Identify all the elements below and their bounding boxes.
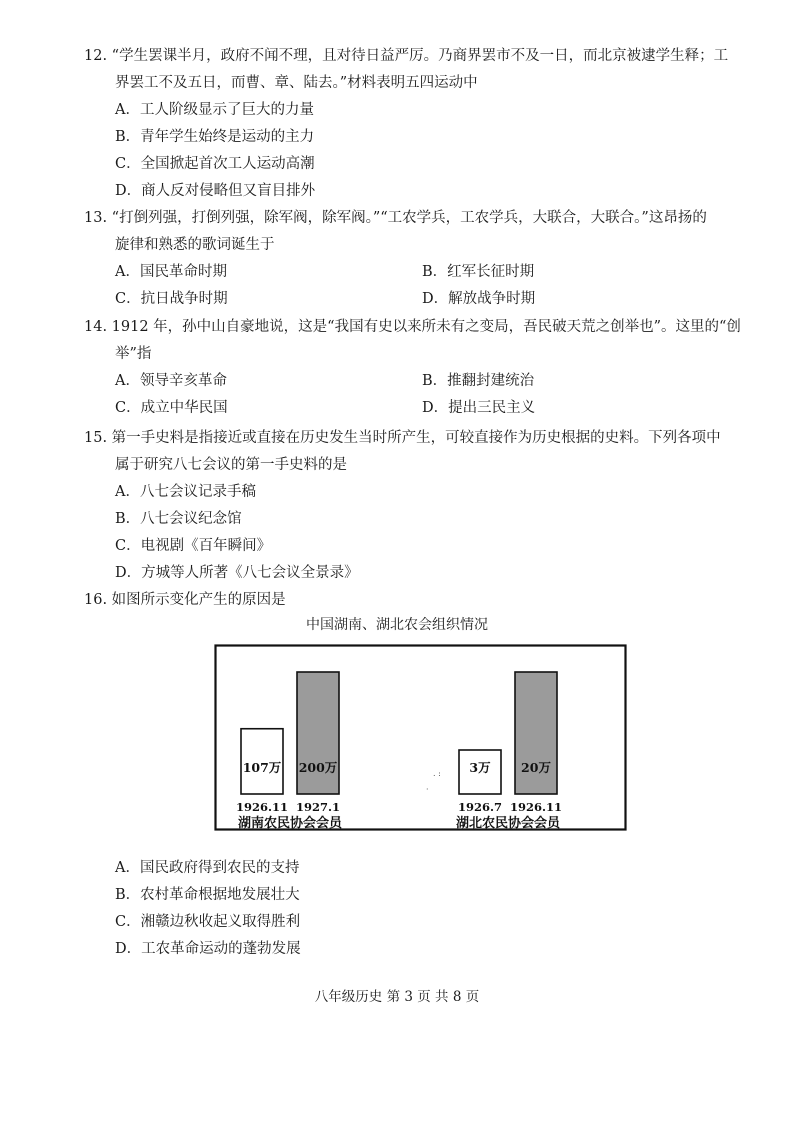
bar-value-label: 107万 [242,760,282,775]
question-15-option-c: C．电视剧《百年瞬间》 [115,538,272,554]
question-15-stem-line2: 属于研究八七会议的第一手史料的是 [115,457,347,473]
question-13-option-a: A．国民革命时期 [115,264,227,280]
scan-speckle-2: · [426,785,429,794]
group-label: 湖南农民协会会员 [237,816,343,831]
page-footer: 八年级历史 第 3 页 共 8 页 [314,989,480,1005]
bar-date-label: 1927.1 [295,800,341,814]
question-16-stem: 16. 如图所示变化产生的原因是 [84,592,286,608]
bar-date-label: 1926.11 [509,800,563,814]
bar-value-label: 200万 [298,760,338,775]
question-13-stem-line1: 13. “打倒列强，打倒列强，除军阀，除军阀。”“工农学兵，工农学兵，大联合，大联合。”这昂扬的 [84,210,707,226]
question-14-option-a: A．领导辛亥革命 [115,373,227,389]
bar-date-label: 1926.11 [235,800,289,814]
question-15-stem-line1: 15. 第一手史料是指接近或直接在历史发生当时所产生，可较直接作为历史根据的史料。下列各项中 [84,430,721,446]
question-14-option-d: D．提出三民主义 [422,400,536,416]
scan-speckle: . : [433,769,441,778]
question-12-option-c: C．全国掀起首次工人运动高潮 [115,156,315,172]
question-12-stem-line2: 界罢工不及五日，而曹、章、陆去。”材料表明五四运动中 [115,75,478,91]
bar-value-label: 20万 [521,760,551,775]
question-13-stem-line2: 旋律和熟悉的歌词诞生于 [115,237,275,253]
question-16-option-b: B．农村革命根据地发展壮大 [115,887,300,903]
question-13-option-c: C．抗日战争时期 [115,291,228,307]
bar [515,672,557,794]
question-13-option-b: B．红军长征时期 [422,264,535,280]
question-14-option-c: C．成立中华民国 [115,400,228,416]
chart-title: 中国湖南、湖北农会组织情况 [306,617,488,633]
question-12-option-b: B．青年学生始终是运动的主力 [115,129,315,145]
question-15-option-d: D．方城等人所著《八七会议全景录》 [115,565,359,581]
question-12-stem-line1: 12. “学生罢课半月，政府不闻不理，且对待日益严厉。乃商界罢市不及一日，而北京被逮学生释；工 [84,48,729,64]
group-label: 湖北农民协会会员 [455,816,561,831]
bar-value-label: 3万 [469,760,491,775]
question-14-stem-line1: 14. 1912 年，孙中山自豪地说，这是“我国有史以来所未有之变局，吾民破天荒之创举也”。这里的“创 [84,319,741,335]
question-15-option-b: B．八七会议纪念馆 [115,511,242,527]
question-12-option-a: A．工人阶级显示了巨大的力量 [115,102,314,118]
question-15-option-a: A．八七会议记录手稿 [115,484,256,500]
question-16-option-c: C．湘赣边秋收起义取得胜利 [115,914,301,930]
bar-date-label: 1926.7 [457,800,503,814]
question-13-option-d: D．解放战争时期 [422,291,536,307]
question-12-option-d: D．商人反对侵略但又盲目排外 [115,183,316,199]
question-16-option-d: D．工农革命运动的蓬勃发展 [115,941,301,957]
question-14-option-b: B．推翻封建统治 [422,373,535,389]
bar [297,672,339,794]
peasant-association-chart [214,644,628,832]
question-16-option-a: A．国民政府得到农民的支持 [115,860,300,876]
question-14-stem-line2: 举”指 [115,346,152,362]
